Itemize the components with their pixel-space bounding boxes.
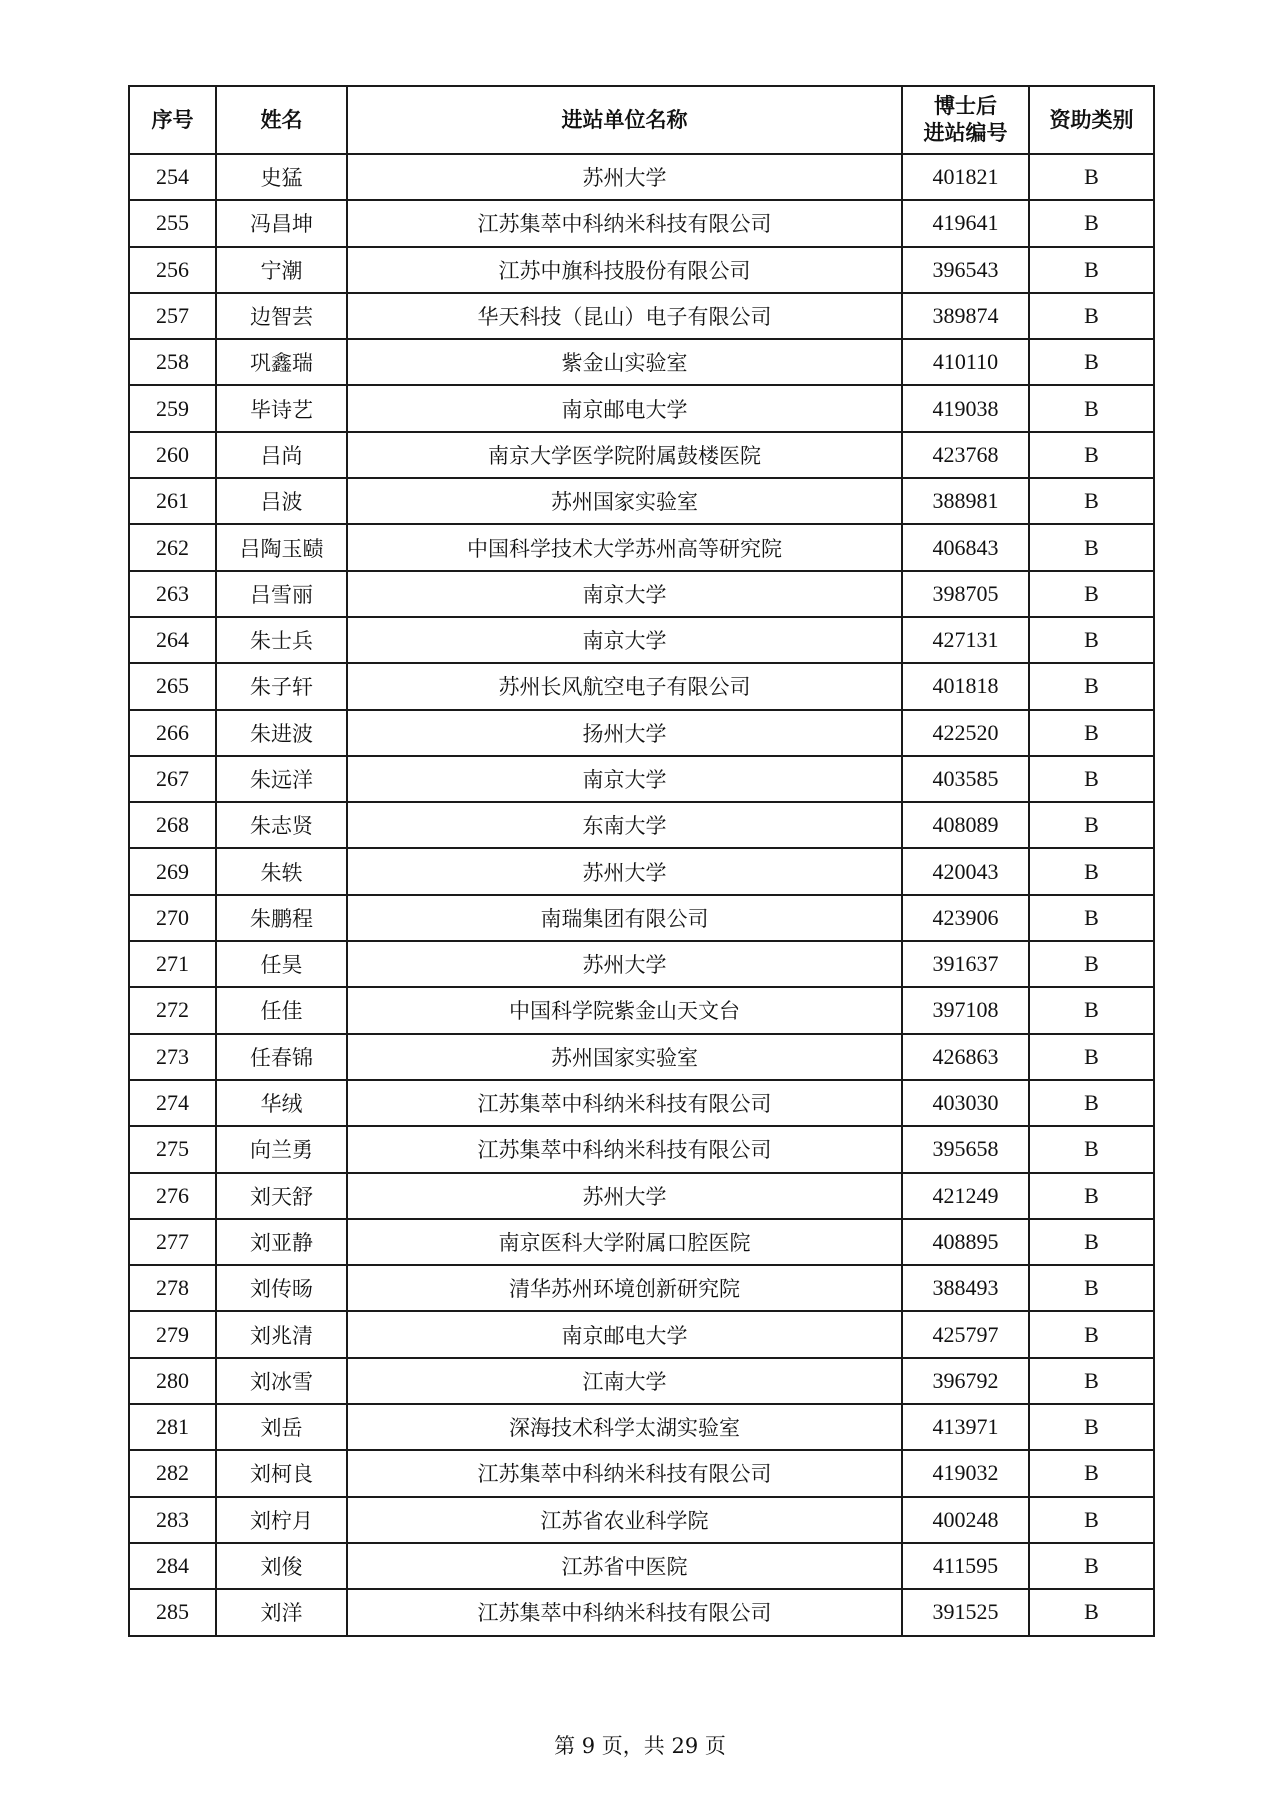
cell-category: B bbox=[1029, 385, 1154, 431]
table-row bbox=[129, 663, 1154, 709]
table-row bbox=[129, 339, 1154, 385]
cell-category: B bbox=[1029, 200, 1154, 246]
cell-category: B bbox=[1029, 1126, 1154, 1172]
cell-name: 向兰勇 bbox=[216, 1126, 347, 1172]
cell-category: B bbox=[1029, 524, 1154, 570]
cell-name: 任佳 bbox=[216, 987, 347, 1033]
cell-index: 282 bbox=[129, 1450, 216, 1496]
cell-index: 283 bbox=[129, 1497, 216, 1543]
cell-unit: 江苏集萃中科纳米科技有限公司 bbox=[347, 1126, 902, 1172]
table-row bbox=[129, 1080, 1154, 1126]
cell-index: 260 bbox=[129, 432, 216, 478]
cell-category: B bbox=[1029, 663, 1154, 709]
table-row bbox=[129, 987, 1154, 1033]
cell-unit: 江苏集萃中科纳米科技有限公司 bbox=[347, 1450, 902, 1496]
postdoc-funding-table bbox=[128, 85, 1155, 1637]
cell-index: 285 bbox=[129, 1589, 216, 1635]
cell-index: 284 bbox=[129, 1543, 216, 1589]
cell-unit: 南京大学 bbox=[347, 617, 902, 663]
cell-unit: 苏州大学 bbox=[347, 154, 902, 200]
cell-category: B bbox=[1029, 478, 1154, 524]
cell-name: 吕尚 bbox=[216, 432, 347, 478]
cell-index: 277 bbox=[129, 1219, 216, 1265]
cell-unit: 江苏省中医院 bbox=[347, 1543, 902, 1589]
header-postdoc-id-line2: 进站编号 bbox=[923, 121, 1008, 145]
cell-postdoc-id: 396543 bbox=[902, 247, 1029, 293]
cell-category: B bbox=[1029, 1265, 1154, 1311]
cell-index: 256 bbox=[129, 247, 216, 293]
cell-unit: 深海技术科学太湖实验室 bbox=[347, 1404, 902, 1450]
cell-name: 刘冰雪 bbox=[216, 1358, 347, 1404]
cell-category: B bbox=[1029, 1358, 1154, 1404]
cell-index: 254 bbox=[129, 154, 216, 200]
cell-index: 262 bbox=[129, 524, 216, 570]
cell-postdoc-id: 423906 bbox=[902, 895, 1029, 941]
table-row bbox=[129, 1497, 1154, 1543]
cell-unit: 中国科学技术大学苏州高等研究院 bbox=[347, 524, 902, 570]
header-index: 序号 bbox=[129, 86, 216, 154]
cell-name: 任昊 bbox=[216, 941, 347, 987]
cell-postdoc-id: 420043 bbox=[902, 848, 1029, 894]
cell-name: 朱鹏程 bbox=[216, 895, 347, 941]
table-row bbox=[129, 941, 1154, 987]
cell-name: 吕雪丽 bbox=[216, 571, 347, 617]
cell-postdoc-id: 391637 bbox=[902, 941, 1029, 987]
table-header-row bbox=[129, 86, 1154, 154]
cell-category: B bbox=[1029, 895, 1154, 941]
cell-name: 朱志贤 bbox=[216, 802, 347, 848]
cell-postdoc-id: 427131 bbox=[902, 617, 1029, 663]
cell-index: 274 bbox=[129, 1080, 216, 1126]
cell-category: B bbox=[1029, 1450, 1154, 1496]
cell-unit: 苏州大学 bbox=[347, 941, 902, 987]
table-row bbox=[129, 571, 1154, 617]
page-number-footer: 第 9 页，共 29 页 bbox=[554, 1734, 726, 1758]
cell-unit: 江苏集萃中科纳米科技有限公司 bbox=[347, 200, 902, 246]
cell-postdoc-id: 421249 bbox=[902, 1173, 1029, 1219]
table-row bbox=[129, 1450, 1154, 1496]
cell-unit: 江苏中旗科技股份有限公司 bbox=[347, 247, 902, 293]
cell-postdoc-id: 426863 bbox=[902, 1034, 1029, 1080]
table-row bbox=[129, 1311, 1154, 1357]
cell-unit: 东南大学 bbox=[347, 802, 902, 848]
cell-name: 刘柠月 bbox=[216, 1497, 347, 1543]
cell-category: B bbox=[1029, 1311, 1154, 1357]
cell-index: 281 bbox=[129, 1404, 216, 1450]
cell-index: 265 bbox=[129, 663, 216, 709]
cell-index: 273 bbox=[129, 1034, 216, 1080]
table-row bbox=[129, 617, 1154, 663]
cell-name: 吕波 bbox=[216, 478, 347, 524]
cell-index: 279 bbox=[129, 1311, 216, 1357]
table-row bbox=[129, 1404, 1154, 1450]
header-postdoc-id bbox=[902, 86, 1029, 154]
cell-postdoc-id: 396792 bbox=[902, 1358, 1029, 1404]
cell-index: 270 bbox=[129, 895, 216, 941]
cell-postdoc-id: 401821 bbox=[902, 154, 1029, 200]
table-body bbox=[129, 154, 1154, 1636]
cell-index: 275 bbox=[129, 1126, 216, 1172]
cell-name: 朱子轩 bbox=[216, 663, 347, 709]
cell-unit: 南瑞集团有限公司 bbox=[347, 895, 902, 941]
cell-category: B bbox=[1029, 1080, 1154, 1126]
cell-unit: 南京邮电大学 bbox=[347, 1311, 902, 1357]
cell-name: 刘亚静 bbox=[216, 1219, 347, 1265]
cell-postdoc-id: 388981 bbox=[902, 478, 1029, 524]
table-row bbox=[129, 154, 1154, 200]
cell-postdoc-id: 419032 bbox=[902, 1450, 1029, 1496]
cell-unit: 南京大学 bbox=[347, 756, 902, 802]
table-row bbox=[129, 710, 1154, 756]
cell-index: 267 bbox=[129, 756, 216, 802]
cell-unit: 清华苏州环境创新研究院 bbox=[347, 1265, 902, 1311]
cell-name: 巩鑫瑞 bbox=[216, 339, 347, 385]
cell-unit: 南京大学 bbox=[347, 571, 902, 617]
table-row bbox=[129, 1589, 1154, 1635]
cell-category: B bbox=[1029, 987, 1154, 1033]
table-row bbox=[129, 1034, 1154, 1080]
cell-unit: 紫金山实验室 bbox=[347, 339, 902, 385]
table-row bbox=[129, 1173, 1154, 1219]
cell-category: B bbox=[1029, 1589, 1154, 1635]
cell-index: 272 bbox=[129, 987, 216, 1033]
cell-postdoc-id: 413971 bbox=[902, 1404, 1029, 1450]
cell-name: 朱轶 bbox=[216, 848, 347, 894]
table-row bbox=[129, 293, 1154, 339]
cell-unit: 扬州大学 bbox=[347, 710, 902, 756]
cell-category: B bbox=[1029, 802, 1154, 848]
cell-postdoc-id: 403030 bbox=[902, 1080, 1029, 1126]
cell-postdoc-id: 408089 bbox=[902, 802, 1029, 848]
cell-name: 宁潮 bbox=[216, 247, 347, 293]
cell-postdoc-id: 391525 bbox=[902, 1589, 1029, 1635]
cell-postdoc-id: 400248 bbox=[902, 1497, 1029, 1543]
cell-postdoc-id: 410110 bbox=[902, 339, 1029, 385]
cell-index: 271 bbox=[129, 941, 216, 987]
cell-category: B bbox=[1029, 617, 1154, 663]
table-row bbox=[129, 524, 1154, 570]
cell-index: 261 bbox=[129, 478, 216, 524]
cell-name: 刘传旸 bbox=[216, 1265, 347, 1311]
cell-postdoc-id: 425797 bbox=[902, 1311, 1029, 1357]
cell-name: 毕诗艺 bbox=[216, 385, 347, 431]
cell-name: 任春锦 bbox=[216, 1034, 347, 1080]
cell-unit: 南京大学医学院附属鼓楼医院 bbox=[347, 432, 902, 478]
cell-index: 258 bbox=[129, 339, 216, 385]
cell-name: 史猛 bbox=[216, 154, 347, 200]
cell-name: 刘兆清 bbox=[216, 1311, 347, 1357]
cell-name: 刘岳 bbox=[216, 1404, 347, 1450]
cell-name: 刘俊 bbox=[216, 1543, 347, 1589]
cell-category: B bbox=[1029, 293, 1154, 339]
cell-unit: 南京医科大学附属口腔医院 bbox=[347, 1219, 902, 1265]
cell-index: 263 bbox=[129, 571, 216, 617]
cell-name: 朱远洋 bbox=[216, 756, 347, 802]
cell-postdoc-id: 423768 bbox=[902, 432, 1029, 478]
cell-unit: 江苏集萃中科纳米科技有限公司 bbox=[347, 1080, 902, 1126]
cell-category: B bbox=[1029, 1034, 1154, 1080]
cell-unit: 华天科技（昆山）电子有限公司 bbox=[347, 293, 902, 339]
table-row bbox=[129, 802, 1154, 848]
table-row bbox=[129, 1126, 1154, 1172]
table-row bbox=[129, 247, 1154, 293]
cell-category: B bbox=[1029, 339, 1154, 385]
cell-postdoc-id: 395658 bbox=[902, 1126, 1029, 1172]
cell-index: 269 bbox=[129, 848, 216, 894]
cell-category: B bbox=[1029, 154, 1154, 200]
table-row bbox=[129, 895, 1154, 941]
cell-name: 边智芸 bbox=[216, 293, 347, 339]
cell-index: 276 bbox=[129, 1173, 216, 1219]
table-row bbox=[129, 1219, 1154, 1265]
cell-unit: 苏州大学 bbox=[347, 848, 902, 894]
cell-unit: 江南大学 bbox=[347, 1358, 902, 1404]
cell-unit: 南京邮电大学 bbox=[347, 385, 902, 431]
cell-name: 朱进波 bbox=[216, 710, 347, 756]
header-name: 姓名 bbox=[216, 86, 347, 154]
cell-index: 255 bbox=[129, 200, 216, 246]
cell-name: 华绒 bbox=[216, 1080, 347, 1126]
cell-postdoc-id: 408895 bbox=[902, 1219, 1029, 1265]
cell-postdoc-id: 411595 bbox=[902, 1543, 1029, 1589]
cell-index: 268 bbox=[129, 802, 216, 848]
table-row bbox=[129, 432, 1154, 478]
cell-postdoc-id: 419038 bbox=[902, 385, 1029, 431]
cell-category: B bbox=[1029, 710, 1154, 756]
cell-name: 吕陶玉赜 bbox=[216, 524, 347, 570]
cell-category: B bbox=[1029, 1173, 1154, 1219]
cell-postdoc-id: 397108 bbox=[902, 987, 1029, 1033]
table-row bbox=[129, 200, 1154, 246]
cell-category: B bbox=[1029, 1497, 1154, 1543]
cell-category: B bbox=[1029, 1219, 1154, 1265]
cell-postdoc-id: 389874 bbox=[902, 293, 1029, 339]
cell-category: B bbox=[1029, 432, 1154, 478]
cell-postdoc-id: 401818 bbox=[902, 663, 1029, 709]
cell-category: B bbox=[1029, 571, 1154, 617]
cell-name: 刘天舒 bbox=[216, 1173, 347, 1219]
table-row bbox=[129, 1265, 1154, 1311]
cell-postdoc-id: 398705 bbox=[902, 571, 1029, 617]
cell-unit: 苏州大学 bbox=[347, 1173, 902, 1219]
cell-category: B bbox=[1029, 756, 1154, 802]
header-postdoc-id-line1: 博士后 bbox=[934, 94, 997, 118]
cell-name: 刘洋 bbox=[216, 1589, 347, 1635]
header-category: 资助类别 bbox=[1029, 86, 1154, 154]
cell-index: 259 bbox=[129, 385, 216, 431]
cell-index: 257 bbox=[129, 293, 216, 339]
table-row bbox=[129, 756, 1154, 802]
table-row bbox=[129, 1543, 1154, 1589]
cell-category: B bbox=[1029, 848, 1154, 894]
cell-index: 264 bbox=[129, 617, 216, 663]
cell-index: 280 bbox=[129, 1358, 216, 1404]
cell-category: B bbox=[1029, 1404, 1154, 1450]
cell-postdoc-id: 406843 bbox=[902, 524, 1029, 570]
cell-unit: 苏州长风航空电子有限公司 bbox=[347, 663, 902, 709]
table-row bbox=[129, 385, 1154, 431]
cell-unit: 中国科学院紫金山天文台 bbox=[347, 987, 902, 1033]
cell-name: 刘柯良 bbox=[216, 1450, 347, 1496]
table-row bbox=[129, 1358, 1154, 1404]
table-row bbox=[129, 478, 1154, 524]
cell-postdoc-id: 403585 bbox=[902, 756, 1029, 802]
cell-category: B bbox=[1029, 941, 1154, 987]
cell-index: 278 bbox=[129, 1265, 216, 1311]
cell-unit: 苏州国家实验室 bbox=[347, 1034, 902, 1080]
cell-category: B bbox=[1029, 1543, 1154, 1589]
table-row bbox=[129, 848, 1154, 894]
cell-unit: 苏州国家实验室 bbox=[347, 478, 902, 524]
cell-name: 冯昌坤 bbox=[216, 200, 347, 246]
cell-unit: 江苏省农业科学院 bbox=[347, 1497, 902, 1543]
cell-category: B bbox=[1029, 247, 1154, 293]
cell-unit: 江苏集萃中科纳米科技有限公司 bbox=[347, 1589, 902, 1635]
header-unit: 进站单位名称 bbox=[347, 86, 902, 154]
cell-postdoc-id: 388493 bbox=[902, 1265, 1029, 1311]
cell-postdoc-id: 422520 bbox=[902, 710, 1029, 756]
cell-index: 266 bbox=[129, 710, 216, 756]
cell-name: 朱士兵 bbox=[216, 617, 347, 663]
cell-postdoc-id: 419641 bbox=[902, 200, 1029, 246]
